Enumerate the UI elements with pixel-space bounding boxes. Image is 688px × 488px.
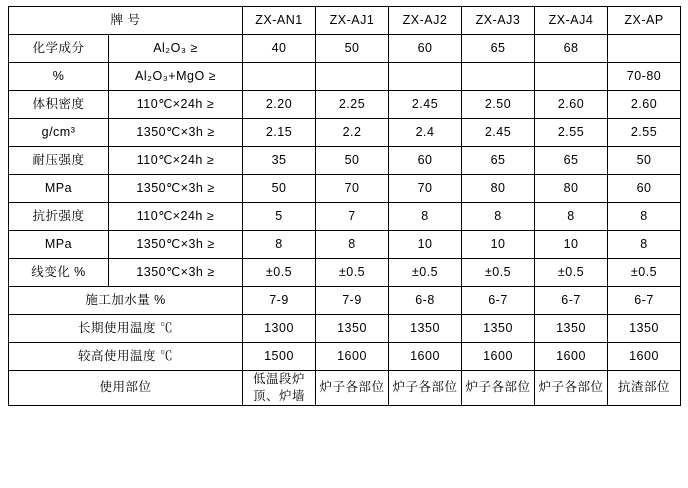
cell-value: 50: [608, 147, 681, 175]
usage-value: 炉子各部位: [389, 371, 462, 406]
cell-value: 35: [243, 147, 316, 175]
row-item-label: Al₂O₃+MgO ≥: [109, 63, 243, 91]
row-item-label: 110℃×24h ≥: [109, 91, 243, 119]
usage-value: 抗渣部位: [608, 371, 681, 406]
cell-value: 1350: [608, 315, 681, 343]
cell-value: 2.25: [316, 91, 389, 119]
cell-value: 1600: [608, 343, 681, 371]
cell-value: 2.15: [243, 119, 316, 147]
cell-value: 2.50: [462, 91, 535, 119]
row-group-label: %: [9, 63, 109, 91]
cell-value: [243, 63, 316, 91]
header-grade-2: ZX-AJ1: [316, 7, 389, 35]
cell-value: [316, 63, 389, 91]
cell-value: 1300: [243, 315, 316, 343]
cell-value: [389, 63, 462, 91]
cell-value: 10: [462, 231, 535, 259]
cell-value: 1600: [535, 343, 608, 371]
cell-value: 6-7: [608, 287, 681, 315]
cell-value: 6-8: [389, 287, 462, 315]
cell-value: 80: [462, 175, 535, 203]
usage-value: 低温段炉顶、炉墙: [243, 371, 316, 406]
table-row: [9, 203, 681, 231]
table-row: [9, 147, 681, 175]
usage-value: 炉子各部位: [462, 371, 535, 406]
row-item-label: 110℃×24h ≥: [109, 147, 243, 175]
cell-value: 6-7: [462, 287, 535, 315]
cell-value: ±0.5: [243, 259, 316, 287]
cell-value: [608, 35, 681, 63]
row-item-label: 1350℃×3h ≥: [109, 259, 243, 287]
cell-value: 2.45: [389, 91, 462, 119]
cell-value: 1350: [389, 315, 462, 343]
cell-value: 65: [462, 35, 535, 63]
cell-value: 1350: [316, 315, 389, 343]
cell-value: 60: [608, 175, 681, 203]
usage-value: 炉子各部位: [535, 371, 608, 406]
cell-value: 70: [389, 175, 462, 203]
spec-table-container: [8, 6, 680, 406]
table-row: [9, 119, 681, 147]
table-row: [9, 287, 681, 315]
cell-value: 8: [316, 231, 389, 259]
cell-value: 1500: [243, 343, 316, 371]
cell-value: 8: [462, 203, 535, 231]
cell-value: 8: [608, 203, 681, 231]
cell-value: 50: [316, 35, 389, 63]
cell-value: ±0.5: [389, 259, 462, 287]
header-grade-1: ZX-AN1: [243, 7, 316, 35]
row-group-label: 化学成分: [9, 35, 109, 63]
cell-value: 7-9: [243, 287, 316, 315]
row-group-label: MPa: [9, 175, 109, 203]
cell-value: [535, 63, 608, 91]
cell-value: 8: [535, 203, 608, 231]
cell-value: 8: [608, 231, 681, 259]
cell-value: 40: [243, 35, 316, 63]
table-row: [9, 63, 681, 91]
cell-value: 68: [535, 35, 608, 63]
row-item-label: 1350℃×3h ≥: [109, 119, 243, 147]
row-group-label: 体积密度: [9, 91, 109, 119]
row-item-label: 1350℃×3h ≥: [109, 175, 243, 203]
cell-value: 2.4: [389, 119, 462, 147]
cell-value: ±0.5: [316, 259, 389, 287]
cell-value: 2.60: [608, 91, 681, 119]
row-group-label: 抗折强度: [9, 203, 109, 231]
cell-value: 2.45: [462, 119, 535, 147]
cell-value: ±0.5: [535, 259, 608, 287]
row-item-label: 1350℃×3h ≥: [109, 231, 243, 259]
header-grade-3: ZX-AJ2: [389, 7, 462, 35]
row-item-label: 110℃×24h ≥: [109, 203, 243, 231]
cell-value: 60: [389, 35, 462, 63]
cell-value: 70-80: [608, 63, 681, 91]
cell-value: ±0.5: [608, 259, 681, 287]
header-grade-label: 牌 号: [9, 7, 243, 35]
row-group-label: 线变化 %: [9, 259, 109, 287]
cell-value: 1600: [316, 343, 389, 371]
cell-value: 65: [535, 147, 608, 175]
cell-value: 2.55: [608, 119, 681, 147]
cell-value: 7-9: [316, 287, 389, 315]
cell-value: ±0.5: [462, 259, 535, 287]
cell-value: 1600: [389, 343, 462, 371]
cell-value: 10: [389, 231, 462, 259]
cell-value: 70: [316, 175, 389, 203]
header-grade-6: ZX-AP: [608, 7, 681, 35]
cell-value: 7: [316, 203, 389, 231]
cell-value: 1350: [462, 315, 535, 343]
row-wide-label: 较高使用温度 ℃: [9, 343, 243, 371]
table-row-usage: [9, 371, 681, 406]
table-row: [9, 315, 681, 343]
table-row: [9, 91, 681, 119]
header-grade-5: ZX-AJ4: [535, 7, 608, 35]
cell-value: 2.60: [535, 91, 608, 119]
row-wide-label: 施工加水量 %: [9, 287, 243, 315]
row-group-label: 耐压强度: [9, 147, 109, 175]
usage-label: 使用部位: [9, 371, 243, 406]
usage-value: 炉子各部位: [316, 371, 389, 406]
cell-value: 60: [389, 147, 462, 175]
cell-value: 6-7: [535, 287, 608, 315]
table-row: [9, 35, 681, 63]
cell-value: 80: [535, 175, 608, 203]
cell-value: 8: [243, 231, 316, 259]
table-row: [9, 231, 681, 259]
cell-value: 50: [243, 175, 316, 203]
cell-value: 10: [535, 231, 608, 259]
cell-value: 2.55: [535, 119, 608, 147]
cell-value: [462, 63, 535, 91]
cell-value: 65: [462, 147, 535, 175]
row-wide-label: 长期使用温度 ℃: [9, 315, 243, 343]
cell-value: 1350: [535, 315, 608, 343]
cell-value: 2.20: [243, 91, 316, 119]
row-item-label: Al₂O₃ ≥: [109, 35, 243, 63]
table-row: [9, 175, 681, 203]
table-row: [9, 259, 681, 287]
cell-value: 5: [243, 203, 316, 231]
table-row: [9, 343, 681, 371]
header-grade-4: ZX-AJ3: [462, 7, 535, 35]
row-group-label: g/cm³: [9, 119, 109, 147]
refractory-spec-table: [8, 6, 681, 406]
table-header-row: [9, 7, 681, 35]
cell-value: 50: [316, 147, 389, 175]
cell-value: 2.2: [316, 119, 389, 147]
row-group-label: MPa: [9, 231, 109, 259]
cell-value: 1600: [462, 343, 535, 371]
cell-value: 8: [389, 203, 462, 231]
